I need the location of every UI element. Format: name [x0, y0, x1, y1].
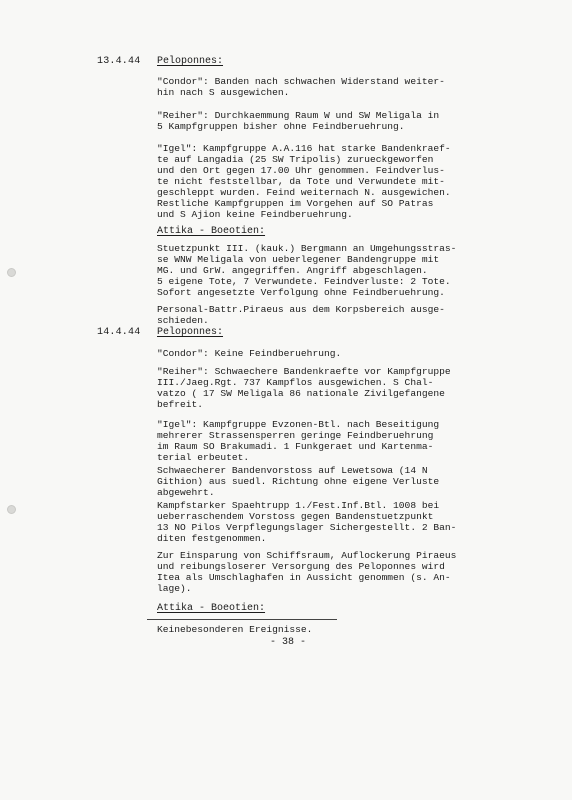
section-heading: Peloponnes: [157, 327, 224, 338]
report-paragraph: "Igel": Kampfgruppe A.A.116 hat starke Bandenkraef- te auf Langadia (25 SW Tripolis) zurueckgeworfen und den Ort gegen 17.00 Uhr genommen. Feindverlus- te nicht feststellbar, da Tote und Verwundete mit- geschleppt wurden. Feind weiternach N. ausgewichen. Restliche Kampfgruppen im Vorgehen auf SO Patras und S Ajion keine Feindberuehrung. [157, 143, 451, 220]
section-subheading: Attika - Boeotien: [157, 603, 266, 614]
report-paragraph: Keinebesonderen Ereignisse. [157, 624, 313, 635]
report-paragraph: Schwaecherer Bandenvorstoss auf Lewetsowa (14 N Githion) aus suedl. Richtung ohne eigene Verluste abgewehrt. [157, 465, 440, 498]
punch-hole-bottom [7, 505, 16, 514]
entry-date: 14.4.44 [97, 327, 141, 338]
report-paragraph: Zur Einsparung von Schiffsraum, Auflockerung Piraeus und reibungsloserer Versorgung des Peloponnes wird Itea als Umschlaghafen in Aussicht genommen (s. An- lage). [157, 550, 457, 594]
punch-hole-top [7, 268, 16, 277]
section-subheading: Attika - Boeotien: [157, 226, 266, 237]
report-paragraph: "Condor": Banden nach schwachen Widerstand weiter- hin nach S ausgewichen. [157, 76, 445, 98]
separator-line [147, 619, 337, 620]
page-number: - 38 - [270, 637, 307, 648]
section-heading: Peloponnes: [157, 56, 224, 67]
report-paragraph: "Reiher": Durchkaemmung Raum W und SW Meligala in 5 Kampfgruppen bisher ohne Feindberuehrung. [157, 110, 440, 132]
report-paragraph: "Condor": Keine Feindberuehrung. [157, 348, 342, 359]
report-paragraph: "Igel": Kampfgruppe Evzonen-Btl. nach Beseitigung mehrerer Strassensperren geringe Feindberuehrung im Raum SO Brakumadi. 1 Funkgeraet und Kartenma- terial erbeutet. [157, 419, 440, 463]
report-paragraph: Kampfstarker Spaehtrupp 1./Fest.Inf.Btl. 1008 bei ueberraschendem Vorstoss gegen Bandenstuetzpunkt 13 NO Pilos Verpflegungslager Sichergestellt. 2 Ban- diten festgenommen. [157, 500, 457, 544]
report-paragraph: "Reiher": Schwaechere Bandenkraefte vor Kampfgruppe III./Jaeg.Rgt. 737 Kampflos ausgewichen. S Chal- vatzo ( 17 SW Meligala 86 nationale Zivilgefangene befreit. [157, 366, 451, 410]
report-paragraph: Personal-Battr.Piraeus aus dem Korpsbereich ausge- schieden. [157, 304, 445, 326]
report-paragraph: Stuetzpunkt III. (kauk.) Bergmann an Umgehungsstras- se WNW Meligala von ueberlegener Bandengruppe mit MG. und GrW. angegriffen. Angriff abgeschlagen. 5 eigene Tote, 7 Verwundete. Feindverluste: 2 Tote. Sofort angesetzte Verfolgung ohne Feindberuehrung. [157, 243, 457, 298]
entry-date: 13.4.44 [97, 56, 141, 67]
